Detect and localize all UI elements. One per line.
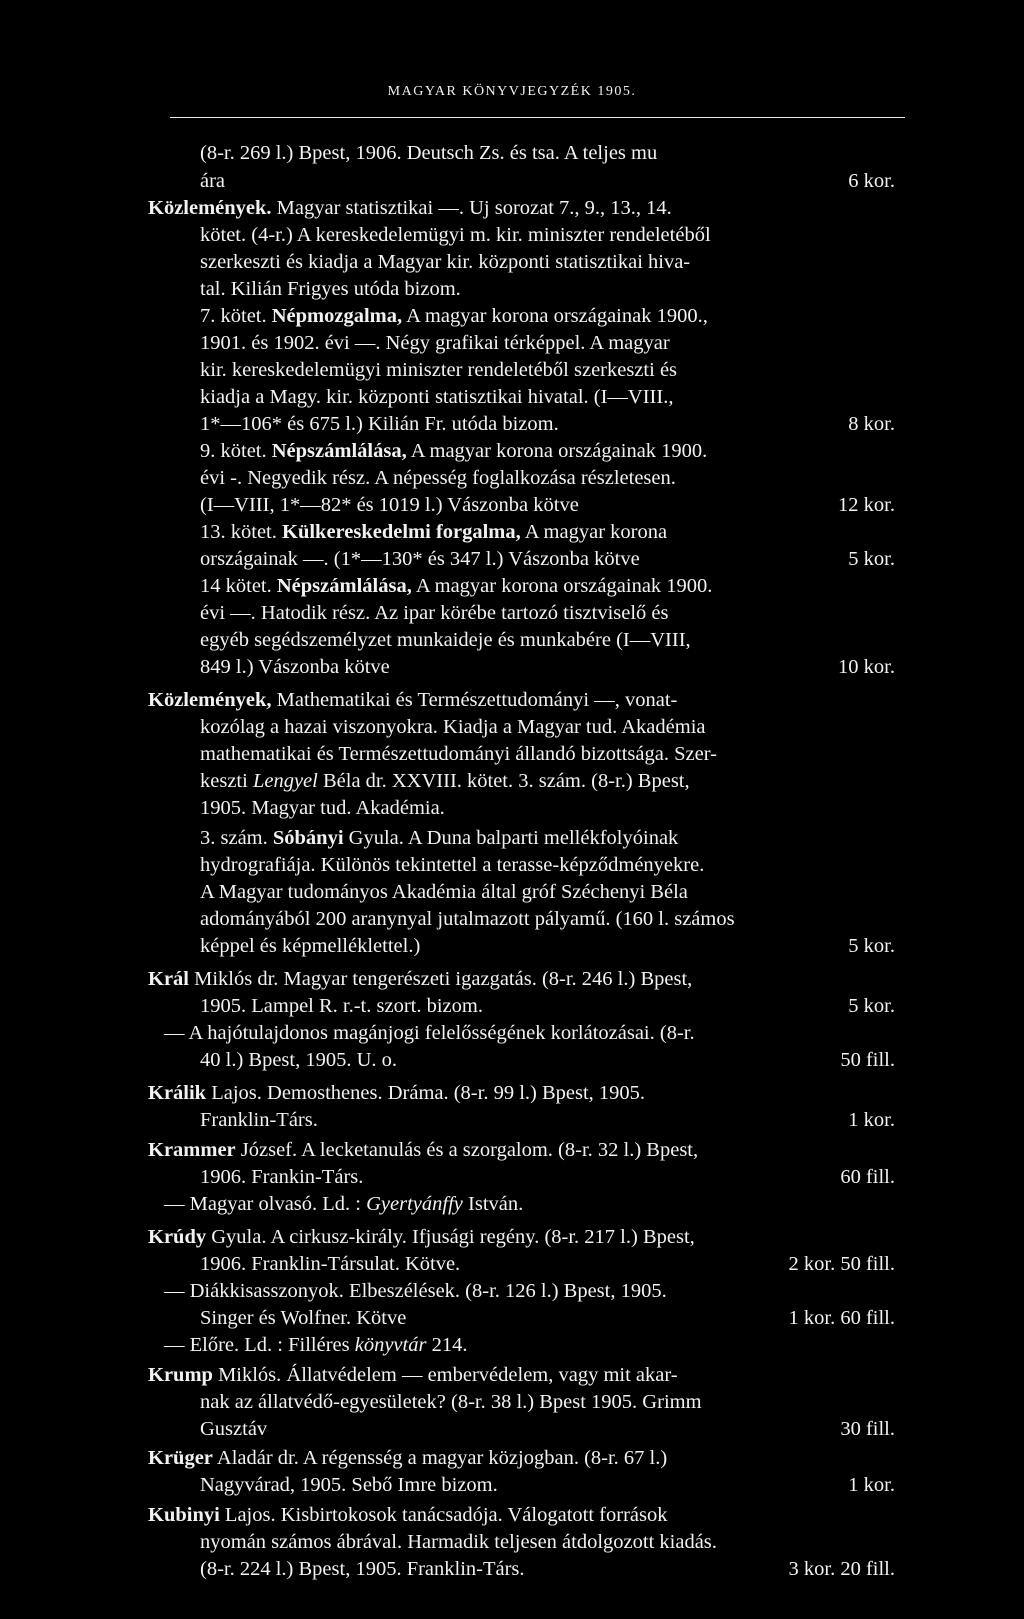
entry-text: Előre. Ld. : Filléres <box>189 1334 355 1356</box>
entry-text: kozólag a hazai viszonyokra. Kiadja a Magyar tud. Akadémia <box>200 716 706 738</box>
entry-text: A magyar korona országainak 1900., <box>402 305 708 327</box>
entry-text: Gusztáv <box>200 1418 268 1440</box>
entry-text: A magyar korona <box>520 521 668 543</box>
entry-author: Népmozgalma, <box>271 305 403 327</box>
entry-line <box>200 277 895 301</box>
entry-text: nak az állatvédő-egyesületek? (8-r. 38 l.) Bpest 1905. Grimm <box>200 1391 702 1413</box>
entry-price: 10 kor. <box>838 656 895 678</box>
entry-line <box>148 1225 895 1249</box>
entry-text: országainak —. (1*—130* és 347 l.) Vászonba kötve <box>200 548 640 570</box>
entry-line <box>200 1165 895 1189</box>
entry-line <box>200 601 895 625</box>
entry-line <box>200 826 895 850</box>
entry-text: kiadja a Magy. kir. központi statisztikai hivatal. (I—VIII., <box>200 386 674 408</box>
entry-line <box>200 250 895 274</box>
entry-line <box>200 385 895 409</box>
entry-line <box>200 934 895 958</box>
entry-text: 1905. Lampel R. r.-t. szort. bizom. <box>200 995 483 1017</box>
entry-price: 5 kor. <box>848 995 895 1017</box>
entry-text: tal. Kilián Frigyes utóda bizom. <box>200 278 461 300</box>
entry-line <box>148 1503 895 1527</box>
entry-price: 1 kor. <box>848 1474 895 1496</box>
entry-line <box>200 304 895 328</box>
entry-line <box>200 994 895 1018</box>
entry-text: (8-r. 269 l.) Bpest, 1906. Deutsch Zs. és tsa. A teljes mu <box>200 142 658 164</box>
entry-price: 5 kor. <box>848 548 895 570</box>
entry-text: A magyar korona országainak 1900. <box>406 440 708 462</box>
entry-lead: 13. kötet. <box>200 521 282 543</box>
entry-text: adományából 200 aranynyal jutalmazott pályamű. (160 l. számos <box>200 908 735 930</box>
entry-line <box>200 1108 895 1132</box>
entry-line <box>200 439 895 463</box>
entry-text: Diákkisasszonyok. Elbeszélések. (8-r. 126 l.) Bpest, 1905. <box>189 1280 667 1302</box>
entry-text: kir. kereskedelemügyi miniszter rendeletéből szerkeszti és <box>200 359 678 381</box>
entry-author: Kubinyi <box>148 1504 220 1526</box>
entry-text: Miklós dr. Magyar tengerészeti igazgatás. (8-r. 246 l.) Bpest, <box>189 968 693 990</box>
entry-author: Krammer <box>148 1139 236 1161</box>
entry-line <box>148 967 895 991</box>
entry-line <box>148 688 895 712</box>
entry-line <box>200 358 895 382</box>
entry-line <box>200 1557 895 1581</box>
entry-line <box>200 1252 895 1276</box>
entry-line <box>164 1333 895 1357</box>
entry-line <box>148 1446 895 1470</box>
entry-line <box>200 1473 895 1497</box>
entry-text: Magyar statisztikai —. Uj sorozat 7., 9., 13., 14. <box>271 197 672 219</box>
entry-line <box>200 1048 895 1072</box>
entry-text: Nagyvárad, 1905. Sebő Imre bizom. <box>200 1474 498 1496</box>
entry-price: 6 kor. <box>848 170 895 192</box>
entry-text-rest: 214. <box>426 1334 468 1356</box>
entry-line <box>200 628 895 652</box>
entry-italic: Gyertyánffy <box>366 1193 463 1215</box>
entry-price: 3 kor. 20 fill. <box>788 1558 895 1580</box>
entry-author: Král <box>148 968 189 990</box>
entry-author: Közlemények, <box>148 689 272 711</box>
entry-text: 849 l.) Vászonba kötve <box>200 656 390 678</box>
entry-price: 1 kor. 60 fill. <box>788 1307 895 1329</box>
entry-line <box>200 742 895 766</box>
entry-text: (I—VIII, 1*—82* és 1019 l.) Vászonba kötve <box>200 494 579 516</box>
entry-line <box>148 1138 895 1162</box>
entry-line <box>148 1081 895 1105</box>
entry-line <box>164 1021 895 1045</box>
entry-text: 1901. és 1902. évi —. Négy grafikai térképpel. A magyar <box>200 332 670 354</box>
entry-line <box>200 520 895 544</box>
entry-line <box>200 1306 895 1330</box>
entry-line <box>200 655 895 679</box>
entry-text: képpel és képmelléklettel.) <box>200 935 421 957</box>
entry-text: ára <box>200 170 226 192</box>
entry-author: Krúdy <box>148 1226 207 1248</box>
entry-price: 5 kor. <box>848 935 895 957</box>
entry-lead: 14 kötet. <box>200 575 277 597</box>
entry-lead: — <box>164 1280 190 1302</box>
entry-text: 40 l.) Bpest, 1905. U. o. <box>200 1049 398 1071</box>
entry-author: Külkereskedelmi forgalma, <box>282 521 521 543</box>
entry-price: 12 kor. <box>838 494 895 516</box>
entry-line <box>164 1192 895 1216</box>
entry-text: A Magyar tudományos Akadémia által gróf Széchenyi Béla <box>200 881 688 903</box>
entry-lead: 3. szám. <box>200 827 273 849</box>
entry-text: 1906. Frankin-Társ. <box>200 1166 364 1188</box>
entry-line <box>200 331 895 355</box>
entry-text: 1*—106* és 675 l.) Kilián Fr. utóda bizom. <box>200 413 559 435</box>
entry-author: Krüger <box>148 1447 213 1469</box>
header-rule <box>170 117 905 118</box>
entry-text: A magyar korona országainak 1900. <box>411 575 713 597</box>
entry-line <box>200 1417 895 1441</box>
entry-text-rest: István. <box>462 1193 524 1215</box>
entry-price: 30 fill. <box>840 1418 895 1440</box>
entry-text: hydrografiája. Különös tekintettel a terasse-képződményekre. <box>200 854 705 876</box>
entry-text: egyéb segédszemélyzet munkaideje és munkabére (I—VIII, <box>200 629 691 651</box>
entry-lead: — <box>164 1334 190 1356</box>
entry-italic: Lengyel <box>252 770 318 792</box>
entry-lead: — <box>164 1022 189 1044</box>
entry-italic: könyvtár <box>354 1334 427 1356</box>
entry-line <box>200 1530 895 1554</box>
entry-text: 1905. Magyar tud. Akadémia. <box>200 797 445 819</box>
entry-line <box>148 1363 895 1387</box>
entry-text-rest: Béla dr. XXVIII. kötet. 3. szám. (8-r.) Bpest, <box>317 770 690 792</box>
entry-author: Népszámlálása, <box>276 575 412 597</box>
entry-line <box>200 769 895 793</box>
entry-text: mathematikai és Természettudományi állandó bizottsága. Szer- <box>200 743 717 765</box>
entry-line <box>200 466 895 490</box>
entry-lead: 9. kötet. <box>200 440 272 462</box>
entry-lead: — <box>164 1193 190 1215</box>
entry-text: József. A lecketanulás és a szorgalom. (8-r. 32 l.) Bpest, <box>235 1139 699 1161</box>
entry-line <box>200 1390 895 1414</box>
entry-text: évi -. Negyedik rész. A népesség foglalkozása részletesen. <box>200 467 676 489</box>
entry-author: Sóbányi <box>272 827 344 849</box>
entry-price: 8 kor. <box>848 413 895 435</box>
entry-price: 2 kor. 50 fill. <box>788 1253 895 1275</box>
entry-line <box>200 853 895 877</box>
entry-text: A hajótulajdonos magánjogi felelősségének korlátozásai. (8-r. <box>188 1022 695 1044</box>
entry-text: szerkeszti és kiadja a Magyar kir. központi statisztikai hiva- <box>200 251 691 273</box>
entry-text: Gyula. A cirkusz-király. Ifjusági regény. (8-r. 217 l.) Bpest, <box>206 1226 695 1248</box>
entry-price: 60 fill. <box>840 1166 895 1188</box>
entry-line <box>164 1279 895 1303</box>
entry-text: Magyar olvasó. Ld. : <box>189 1193 367 1215</box>
entry-line <box>200 169 895 193</box>
entry-author: Krump <box>148 1364 213 1386</box>
entry-text: Miklós. Állatvédelem — embervédelem, vagy mit akar- <box>212 1364 678 1386</box>
entry-price: 1 kor. <box>848 1109 895 1131</box>
entry-text: Singer és Wolfner. Kötve <box>200 1307 407 1329</box>
entry-line <box>200 907 895 931</box>
entry-line <box>200 574 895 598</box>
entry-line <box>200 547 895 571</box>
entry-text: Gyula. A Duna balparti mellékfolyóinak <box>343 827 679 849</box>
entry-author: Népszámlálása, <box>271 440 407 462</box>
entry-text: nyomán számos ábrával. Harmadik teljesen átdolgozott kiadás. <box>200 1531 717 1553</box>
entry-text: évi —. Hatodik rész. Az ipar körébe tartozó tisztviselő és <box>200 602 669 624</box>
entry-author: Közlemények. <box>148 197 272 219</box>
entry-line <box>200 141 895 165</box>
entry-line <box>148 196 895 220</box>
entry-text: Lajos. Demosthenes. Dráma. (8-r. 99 l.) Bpest, 1905. <box>206 1082 646 1104</box>
entry-text: keszti <box>200 770 253 792</box>
entry-text: kötet. (4-r.) A kereskedelemügyi m. kir. miniszter rendeletéből <box>200 224 711 246</box>
entry-text: Aladár dr. A régensség a magyar közjogban. (8-r. 67 l.) <box>212 1447 668 1469</box>
entry-line <box>200 412 895 436</box>
entry-price: 50 fill. <box>840 1049 895 1071</box>
entry-line <box>200 223 895 247</box>
entry-text: 1906. Franklin-Társulat. Kötve. <box>200 1253 461 1275</box>
entry-line <box>200 493 895 517</box>
entry-lead: 7. kötet. <box>200 305 272 327</box>
entry-text: Lajos. Kisbirtokosok tanácsadója. Válogatott források <box>219 1504 668 1526</box>
entry-text: (8-r. 224 l.) Bpest, 1905. Franklin-Társ. <box>200 1558 525 1580</box>
entry-line <box>200 715 895 739</box>
entry-text: Mathematikai és Természettudományi —, vonat- <box>271 689 678 711</box>
entry-line <box>200 880 895 904</box>
entry-text: Franklin-Társ. <box>200 1109 318 1131</box>
entry-line <box>200 796 895 820</box>
entry-author: Králik <box>148 1082 207 1104</box>
page-header: MAGYAR KÖNYVJEGYZÉK 1905. <box>387 84 637 99</box>
